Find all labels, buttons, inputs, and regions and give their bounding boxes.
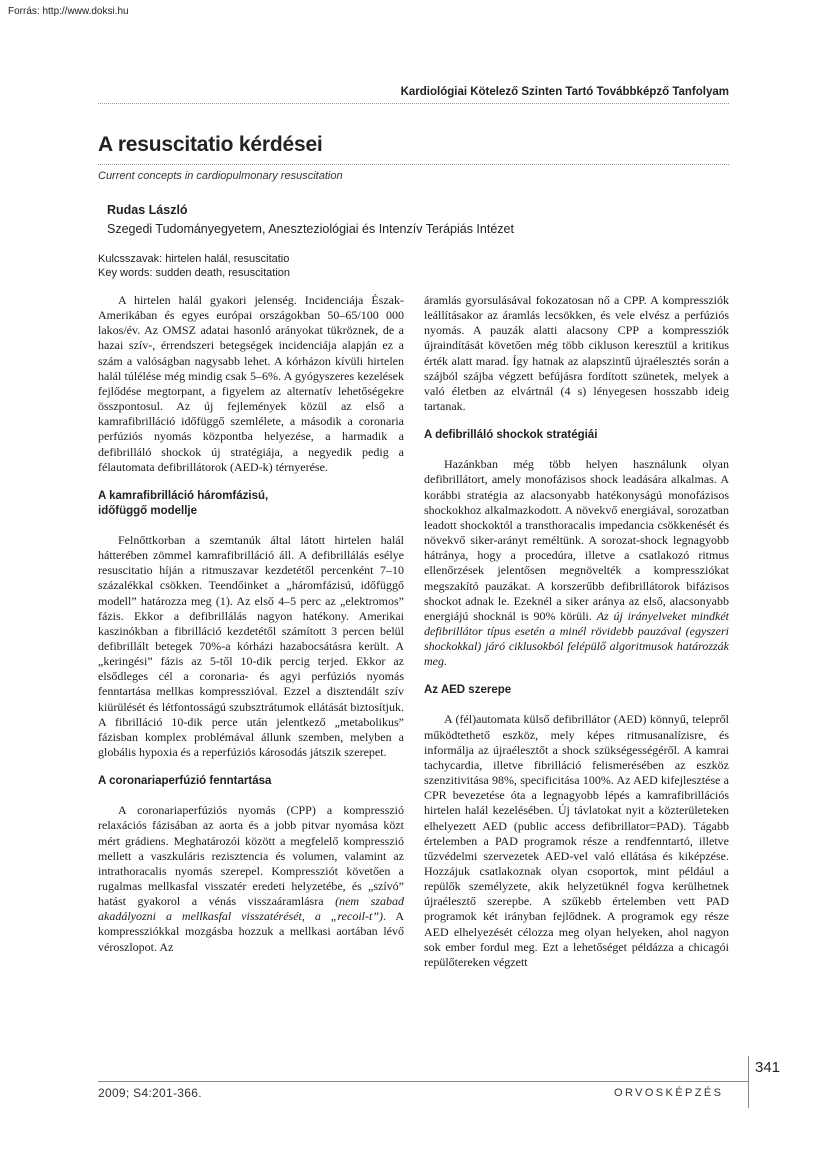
source-line: Forrás: http://www.doksi.hu: [8, 6, 129, 17]
cpp-text-emphasis: (nem szabad akadályozni a mellkasfal visszatérését, a „recoil-t”): [98, 894, 405, 924]
journal-citation: 2009; S4:201-366.: [98, 1086, 202, 1100]
header-divider: [98, 103, 729, 104]
right-column: [424, 293, 729, 970]
page-number: 341: [755, 1059, 781, 1076]
keywords-english: Key words: sudden death, resuscitation: [98, 267, 291, 279]
coronary-perfusion-paragraph: [98, 803, 404, 955]
author-affiliation: Szegedi Tudományegyetem, Aneszteziológiai és Intenzív Terápiás Intézet: [107, 222, 514, 236]
defibrillation-text: Hazánkban még több helyen használunk olyan defibrillátort, amely monofázisos shock leadására alkalmas. A korábbi stratégia az alacsonyabb hatékonyságú monofázisos shockokhoz alkalmazkodott. A növekvő energiával, sorozatban leadott shockoktól a transthoracalis impedancia csökkenését és növekvő siker-arányt reméltünk. A sorozat-shock legnagyobb hátránya, hogy a procedúra, illetve a csatlakozó ritmus ellenőrzések jelentősen megnövelték a kompressziókat megszakító pauzákat. A korszerűbb defibrillátorok bifázisos shockot adnak le. Ezeknél a siker aránya az első, alacsonyabb energiájú shocknál is 90% körüli.: [424, 457, 729, 623]
defibrillation-text-emphasis: Az új irányelveket mindkét defibrillátor típus esetén a minél rövidebb pauzával (egyszeri shockokkal) járó ciklusokból felépülő algoritmusok határozzák meg.: [424, 608, 729, 669]
defibrillation-paragraph: [424, 457, 729, 669]
section-heading-defibrillation: A defibrilláló shockok stratégiái: [424, 429, 598, 442]
keywords-hungarian: Kulcsszavak: hirtelen halál, resuscitatio: [98, 253, 290, 265]
cpp-text-a: A coronariaperfúziós nyomás (CPP) a kompresszió relaxációs fázisában az aorta és a jobb pitvar nyomása közt mért grádiens. Meghatározói között a megfelelő kompresszió mellett a vaszkuláris rezisztencia és volumen, valamint az intrathoracalis nyomás szerepel. Kompressziót követően a rugalmas mellkasfal visszatér eredeti helyzetébe, és „szívó” hatást gyakorol a vénás visszaáramlásra: [98, 803, 404, 909]
journal-name: ORVOSKÉPZÉS: [614, 1087, 724, 1099]
footer-divider: [98, 1081, 748, 1082]
intro-paragraph: A hirtelen halál gyakori jelenség. Incidenciája Észak-Amerikában és egyes európai országokban 50–65/100 000 lakos/év. Az OMSZ adatai hasonló arányokat tükröznek, de a hazai szív-, érrendszeri betegségek incidenciája alapján ez a szám a valóságban nagysabb lehet. A kórházon kívüli hirtelen halál túlélése még mindig csak 5–6%. A gyógyszeres kezelések fejlődése megtorpant, a figyelem az alternatív lehetőségekre összpontosul. Az új fejlemények közül az első a kamrafibrilláció időfüggő szemlélete, a második a coronaria perfúziós nyomás központba helyezése, a harmadik a defibrilláló shockok új stratégiája, a negyedik pedig a félautomata defibrillátorok (AED-k) térnyerése.: [98, 293, 404, 474]
author-name: Rudas László: [107, 203, 188, 217]
left-column: [98, 293, 404, 955]
article-title: A resuscitatio kérdései: [98, 133, 323, 156]
title-divider: [98, 164, 729, 165]
cpp-text-b: . A kompressziókkal mozgásba hozzuk a mellkasi aortában lévő véroszlopot. Az: [98, 909, 404, 954]
section-heading-fibrillation-line1: A kamrafibrilláció háromfázisú,: [98, 489, 269, 502]
aed-paragraph: A (fél)automata külső defibrillátor (AED) könnyű, telepről működtethető eszköz, mely képes ritmusanalízisre, és informálja az újraélesztőt a shock szükségességéről. A kamrai tachycardia, illetve fibrilláció felismerésében az eszköz szenzitivitása 98%, specificitása 100%. Az AED kifejlesztése a CPR bevezetése óta a legnagyobb lépés a kamrafibrillációs hirtelen halál kezelésében. Új távlatokat nyit a közterületeken elhelyezett AED (public access defibrillator=PAD). Tágabb értelemben a PAD programok része a rendfenntartó, illetve tűzvédelmi szervezetek AED-vel való ellátása és kiképzése. Hozzájuk csatlakoznak olyan csoportok, mint például a repülők személyzete, akik helyzetüknél fogva kerülhetnek újraélesztő szerepbe. A szűkebb értelemben vett PAD programok két irányban fejlődnek. A programok egy része AED elhelyezését célozza meg olyan helyeken, ahol nagyon sok ember fordul meg. Ezt a lehetőséget példázza a chicagói repülőtereken végzett: [424, 712, 729, 969]
section-heading-fibrillation-line2: időfüggő modellje: [98, 504, 198, 517]
running-head: Kardiológiai Kötelező Szinten Tartó Továbbképző Tanfolyam: [400, 86, 729, 98]
continued-paragraph: áramlás gyorsulásával fokozatosan nő a CPP. A kompressziók leállításakor az áramlás lecsökken, és vele elvész a perfúziós nyomás. A pauzák alatti alacsony CPP a kompressziók újraindítását követően még több cikluson keresztül a kritikus érték alatt marad. Így hatnak az alapszintű újraélesztés során a szájból szájba végzett befújásra fordított szünetek, melyek a való életben az elvártnál (4 s) lényegesen hosszabb ideig tartanak.: [424, 293, 729, 414]
fibrillation-paragraph: Felnőttkorban a szemtanúk által látott hirtelen halál hátterében zömmel kamrafibrilláció áll. A defibrillálás esélye resuscitatio híján a ritmuszavar kezdetétől percenként 7–10 százalékkal csökken. Teendőinket a „háromfázisú, időfüggő modell” határozza meg (1). Az első 4–5 perc az „elektromos” fázis. Ekkor a defibrillálás nagyon hatékony. Amerikai kaszinókban a fibrilláció kezdetétől számított 3 percen belül defibrillált betegek 70%-a kórházi hazabocsátásra került. A „keringési” fázis az 5-től 10-dik percig terjed. Ekkor az elsődleges cél a coronaria- és agyi perfúziós nyomás fenntartása mellkas kompresszióval. Ezzel a disztendált szív kiürülését és létfontosságú szubsztrátumok ellátását biztosítjuk. A fibrilláció 10-dik perce után jelentkező „metabolikus” fázisban komplex problémával állunk szemben, melyben a globális hypoxia és a reperfúziós károsodás játszik szerepet.: [98, 532, 404, 760]
section-heading-fibrillation: [98, 489, 404, 519]
article-subtitle: Current concepts in cardiopulmonary resuscitation: [98, 170, 343, 182]
page-number-divider: [748, 1056, 749, 1108]
section-heading-aed: Az AED szerepe: [424, 684, 512, 697]
section-heading-coronary-perfusion: A coronariaperfúzió fenntartása: [98, 775, 272, 788]
